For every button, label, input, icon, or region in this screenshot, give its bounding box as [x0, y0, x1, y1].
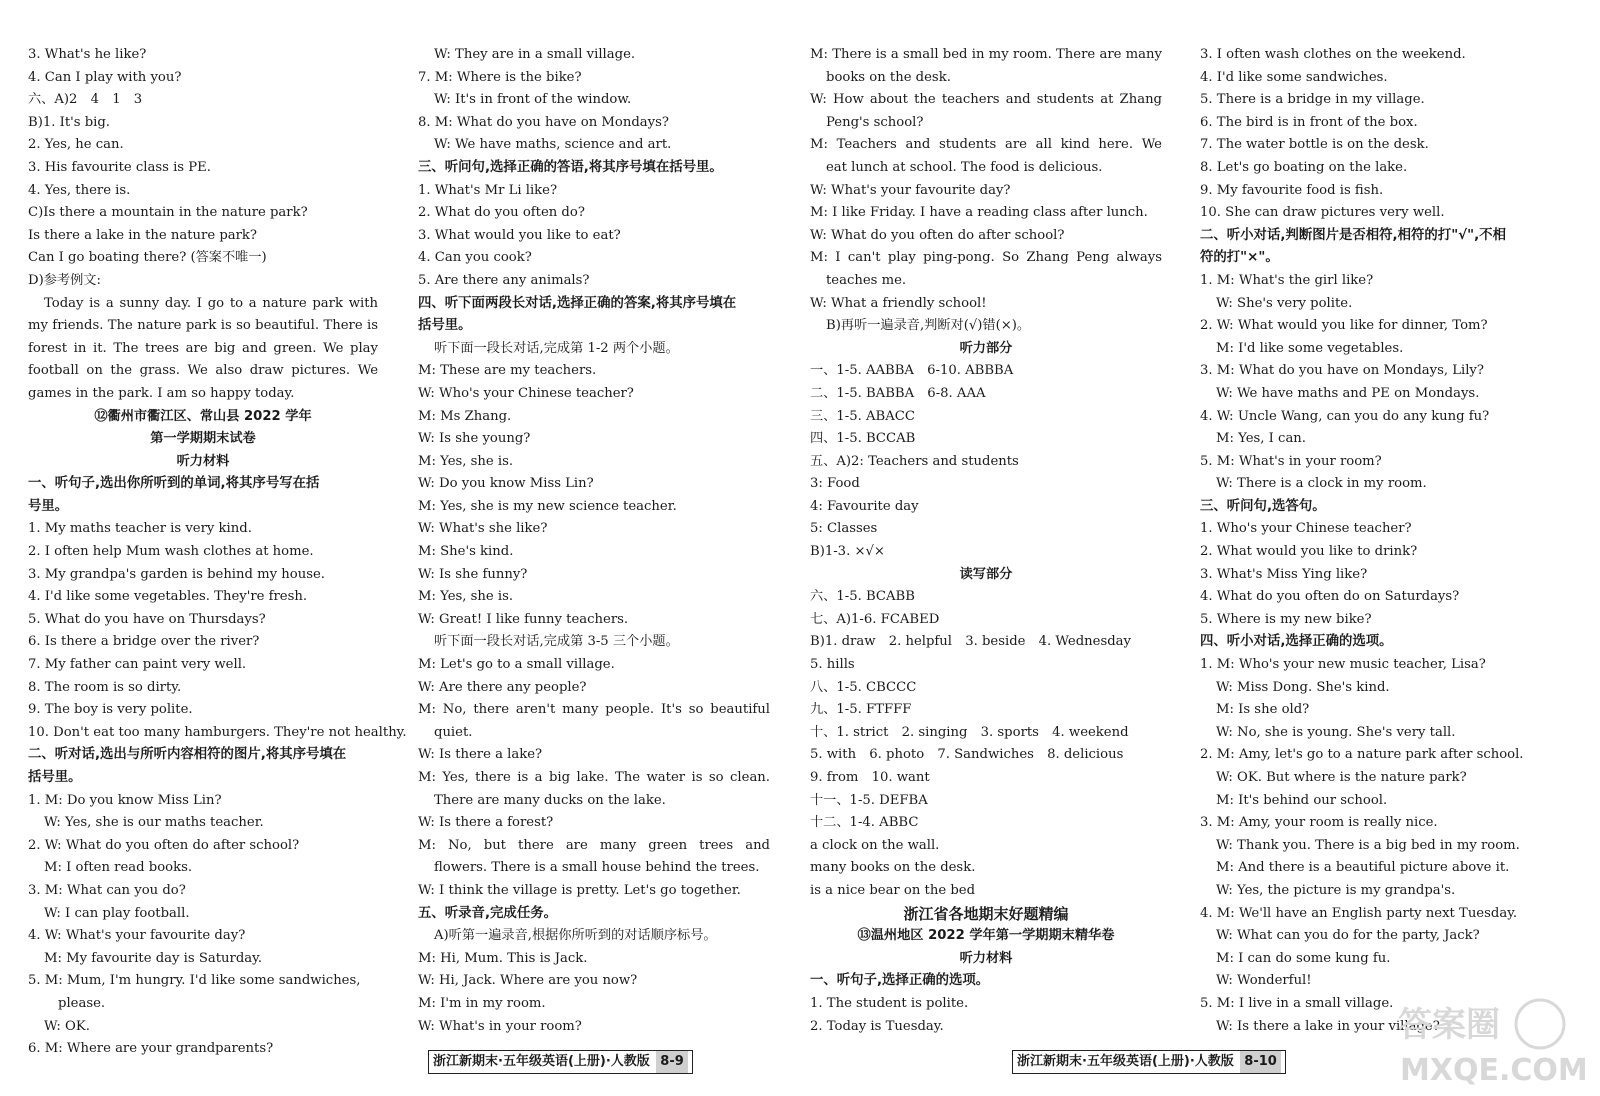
text-line: W: What do you often do after school? [810, 227, 1065, 243]
text-line: M: Yes, she is. [418, 453, 514, 469]
text-line: 1. M: What's the girl like? [1200, 272, 1374, 288]
text-line: 二、听对话,选出与所听内容相符的图片,将其序号填在 [28, 747, 347, 763]
column-4 [1200, 44, 1552, 1038]
text-line: M: She's kind. [418, 544, 514, 560]
text-line: games in the park. I am so happy today. [28, 385, 295, 401]
text-line: 4. W: What's your favourite day? [28, 928, 246, 944]
text-line: M: Ms Zhang. [418, 408, 512, 424]
text-line: 5. M: I live in a small village. [1200, 995, 1394, 1011]
text-line: Peng's school? [826, 114, 924, 130]
text-line: 4. Can I play with you? [28, 69, 182, 85]
watermark-logo [1390, 990, 1590, 1090]
text-line: 五、听录音,完成任务。 [418, 905, 557, 921]
text-line: W: Yes, the picture is my grandpa's. [1216, 882, 1456, 898]
text-line: B)1. It's big. [28, 114, 110, 130]
text-line: 2. W: What would you like for dinner, Tom? [1200, 318, 1488, 334]
text-line: 7. My father can paint very well. [28, 657, 247, 673]
text-line: M: No, there aren't many people. It's so beautiful [418, 702, 770, 718]
text-line: 8. The room is so dirty. [28, 679, 182, 695]
text-line: 听下面一段长对话,完成第 1-2 两个小题。 [434, 340, 679, 356]
text-line: 六、1-5. BCABB [810, 589, 915, 605]
text-line: M: I'd like some vegetables. [1216, 340, 1404, 356]
footer-title: 浙江新期末·五年级英语(上册)·人教版 [433, 1054, 650, 1069]
text-line: B)1. draw 2. helpful 3. beside 4. Wednesday [810, 634, 1131, 650]
text-line: W: Hi, Jack. Where are you now? [418, 973, 638, 989]
text-line: 7. The water bottle is on the desk. [1200, 137, 1429, 153]
text-line: 3. What's he like? [28, 47, 147, 62]
text-line: 4. Can you cook? [418, 250, 532, 266]
text-line: W: What a friendly school! [810, 295, 987, 311]
text-line: 2. M: Amy, let's go to a nature park after school. [1200, 747, 1524, 763]
text-line: D)参考例文: [28, 272, 101, 288]
text-line: 浙江省各地期末好题精编 [903, 904, 1069, 923]
text-line: 3: Food [810, 476, 860, 492]
text-line: 三、听问句,选择正确的答语,将其序号填在括号里。 [418, 159, 723, 175]
text-line: A)听第一遍录音,根据你所听到的对话顺序标号。 [434, 928, 717, 944]
text-line: 七、A)1-6. FCABED [810, 611, 940, 627]
text-line: C)Is there a mountain in the nature park? [28, 205, 308, 221]
text-line: 十、1. strict 2. singing 3. sports 4. weekend [810, 724, 1129, 740]
text-line: M: I like Friday. I have a reading class after lunch. [810, 205, 1148, 221]
watermark-cn: 答案圈 [1398, 1005, 1500, 1045]
text-line: 听力材料 [959, 950, 1013, 966]
text-line: W: Is she funny? [418, 566, 528, 582]
text-line: flowers. There is a small house behind the trees. [434, 860, 760, 876]
text-line: 4. Yes, there is. [28, 182, 131, 198]
text-line: 2. Today is Tuesday. [810, 1018, 944, 1034]
text-line: 读写部分 [959, 566, 1013, 582]
text-line: M: Let's go to a small village. [418, 657, 615, 673]
text-line: 2. What would you like to drink? [1200, 544, 1418, 560]
text-line: W: Who's your Chinese teacher? [418, 385, 634, 401]
text-line: M: Yes, there is a big lake. The water is so clean. [418, 770, 770, 785]
text-line: W: Is there a forest? [418, 815, 554, 831]
text-line: W: Is there a lake in your village? [1216, 1018, 1440, 1034]
text-line: 5. with 6. photo 7. Sandwiches 8. delicious [810, 747, 1124, 763]
text-line: W: No, she is young. She's very tall. [1216, 724, 1456, 740]
text-line: 1. My maths teacher is very kind. [28, 521, 252, 537]
text-line: W: She's very polite. [1216, 295, 1353, 311]
text-line: teaches me. [826, 272, 907, 288]
text-line: 二、听小对话,判断图片是否相符,相符的打"√",不相 [1200, 227, 1506, 243]
text-line: M: There is a small bed in my room. There are many [810, 47, 1162, 62]
text-line: 3. I often wash clothes on the weekend. [1200, 47, 1466, 62]
text-line: 4. M: We'll have an English party next Tuesday. [1200, 905, 1518, 921]
text-line: 5: Classes [810, 521, 878, 537]
text-line: 十一、1-5. DEFBA [810, 792, 928, 808]
text-line: W: We have maths, science and art. [434, 137, 672, 153]
text-line: 10. She can draw pictures very well. [1200, 205, 1445, 221]
text-line: 9. My favourite food is fish. [1200, 182, 1384, 198]
text-line: 3. M: What can you do? [28, 882, 186, 898]
text-line: M: I can do some kung fu. [1216, 950, 1391, 966]
text-line: books on the desk. [826, 69, 951, 85]
text-line: 四、1-5. BCCAB [810, 431, 916, 447]
text-line: my friends. The nature park is so beautiful. There is [28, 318, 378, 334]
text-line: 括号里。 [28, 770, 82, 785]
footer-right [1012, 1050, 1286, 1074]
text-line: 5. What do you have on Thursdays? [28, 611, 266, 627]
text-line: eat lunch at school. The food is delicious. [826, 159, 1103, 175]
text-line: 2. Yes, he can. [28, 137, 124, 153]
text-line: W: What's your favourite day? [810, 182, 1011, 198]
text-line: 三、听问句,选答句。 [1200, 498, 1326, 514]
text-line: 8. Let's go boating on the lake. [1200, 159, 1408, 175]
text-line: W: I can play football. [44, 905, 190, 921]
text-line: 5. There is a bridge in my village. [1200, 92, 1425, 108]
text-line: M: Yes, she is. [418, 589, 514, 605]
text-line: M: I'm in my room. [418, 995, 546, 1011]
text-line: Today is a sunny day. I go to a nature park with [44, 295, 378, 311]
text-line: 号里。 [28, 498, 69, 514]
text-line: 6. The bird is in front of the box. [1200, 114, 1418, 130]
text-line: 一、听句子,选择正确的选项。 [810, 973, 990, 989]
text-line: W: Are there any people? [418, 679, 587, 695]
text-line: M: My favourite day is Saturday. [44, 950, 263, 966]
text-line: 四、听下面两段长对话,选择正确的答案,将其序号填在 [418, 295, 737, 311]
text-line: 1. M: Who's your new music teacher, Lisa? [1200, 657, 1486, 673]
text-line: 2. W: What do you often do after school? [28, 837, 300, 853]
text-line: 八、1-5. CBCCC [810, 679, 917, 695]
text-line: 8. M: What do you have on Mondays? [418, 114, 669, 130]
text-line: W: There is a clock in my room. [1216, 476, 1427, 492]
text-line: forest in it. The trees are big and green. We play [28, 340, 378, 356]
text-line: a clock on the wall. [810, 837, 940, 853]
text-line: W: We have maths and PE on Mondays. [1216, 385, 1480, 401]
footer-title: 浙江新期末·五年级英语(上册)·人教版 [1017, 1054, 1234, 1069]
text-line: 3. My grandpa's garden is behind my house. [28, 566, 325, 582]
text-line: 听下面一段长对话,完成第 3-5 三个小题。 [434, 634, 679, 650]
text-line: M: Hi, Mum. This is Jack. [418, 950, 588, 966]
text-line: 5. Where is my new bike? [1200, 611, 1372, 627]
text-line: 符的打"×"。 [1200, 250, 1279, 266]
text-line: 四、听小对话,选择正确的选项。 [1200, 634, 1393, 650]
text-line: many books on the desk. [810, 860, 976, 876]
text-line: 括号里。 [418, 318, 472, 334]
text-line: Can I go boating there? (答案不唯一) [28, 250, 267, 266]
text-line: 3. M: Amy, your room is really nice. [1200, 815, 1438, 831]
text-line: 6. Is there a bridge over the river? [28, 634, 260, 650]
text-line: 三、1-5. ABACC [810, 408, 915, 424]
text-line: 十二、1-4. ABBC [810, 815, 919, 831]
text-line: is a nice bear on the bed [810, 882, 976, 898]
text-line: 听力部分 [959, 340, 1013, 356]
text-line: M: And there is a beautiful picture above it. [1216, 860, 1510, 876]
text-line: 4. I'd like some vegetables. They're fresh. [28, 589, 308, 605]
text-line: 4: Favourite day [810, 498, 919, 514]
text-line: M: Yes, I can. [1216, 431, 1306, 447]
text-line: W: Yes, she is our maths teacher. [44, 815, 264, 831]
text-line: W: Is she young? [418, 431, 531, 447]
text-line: M: These are my teachers. [418, 363, 597, 379]
watermark-en: MXQE.COM [1400, 1053, 1588, 1088]
text-line: There are many ducks on the lake. [434, 792, 666, 808]
text-line: M: I often read books. [44, 860, 193, 876]
text-line: 二、1-5. BABBA 6-8. AAA [810, 385, 986, 401]
text-line: 5. hills [810, 657, 855, 673]
text-line: 第一学期期末试卷 [150, 431, 256, 447]
page-number: 8-10 [1240, 1051, 1281, 1073]
text-line: 4. What do you often do on Saturdays? [1200, 589, 1460, 605]
text-line: W: Miss Dong. She's kind. [1216, 679, 1390, 695]
text-line: ⑬温州地区 2022 学年第一学期期末精华卷 [857, 928, 1115, 944]
column-1 [28, 44, 407, 1061]
text-line: M: No, but there are many green trees and [418, 837, 770, 853]
text-line: 一、1-5. AABBA 6-10. ABBBA [810, 363, 1014, 379]
text-line: 5. Are there any animals? [418, 272, 590, 288]
column-2 [418, 44, 770, 1038]
text-line: B)再听一遍录音,判断对(√)错(×)。 [826, 318, 1031, 334]
text-line: 1. Who's your Chinese teacher? [1200, 521, 1412, 537]
text-line: W: How about the teachers and students at Zhang [810, 92, 1162, 108]
text-line: 听力材料 [176, 453, 230, 469]
text-line: 3. What would you like to eat? [418, 227, 621, 243]
text-line: 4. I'd like some sandwiches. [1200, 69, 1388, 85]
text-line: 9. The boy is very polite. [28, 702, 193, 718]
text-line: quiet. [434, 724, 473, 740]
text-line: W: Thank you. There is a big bed in my room. [1216, 837, 1520, 853]
text-line: 六、A)2 4 1 3 [28, 92, 143, 108]
text-line: 九、1-5. FTFFF [810, 702, 912, 718]
text-line: 2. I often help Mum wash clothes at home. [28, 544, 314, 560]
page-number: 8-9 [656, 1051, 688, 1073]
text-line: Is there a lake in the nature park? [28, 227, 257, 243]
text-line: M: It's behind our school. [1216, 792, 1388, 808]
text-line: W: What can you do for the party, Jack? [1216, 928, 1480, 944]
text-line: 5. M: Mum, I'm hungry. I'd like some sandwiches, [28, 973, 361, 989]
text-line: 1. M: Do you know Miss Lin? [28, 792, 222, 808]
text-line: 1. The student is polite. [810, 995, 969, 1011]
text-line: W: Great! I like funny teachers. [418, 611, 629, 627]
text-line: 6. M: Where are your grandparents? [28, 1041, 274, 1057]
text-line: 一、听句子,选出你所听到的单词,将其序号写在括 [28, 476, 320, 492]
text-line: 2. What do you often do? [418, 205, 585, 221]
text-line: 3. What's Miss Ying like? [1200, 566, 1368, 582]
text-line: please. [58, 995, 106, 1011]
text-line: W: Is there a lake? [418, 747, 543, 763]
text-line: ⑫衢州市衢江区、常山县 2022 学年 [94, 408, 312, 424]
text-line: 3. M: What do you have on Mondays, Lily? [1200, 363, 1484, 379]
text-line: W: Wonderful! [1216, 973, 1312, 989]
text-line: 10. Don't eat too many hamburgers. They're not healthy. [28, 724, 407, 740]
text-line: 1. What's Mr Li like? [418, 182, 558, 198]
text-line: M: Yes, she is my new science teacher. [418, 498, 677, 514]
text-line: M: I can't play ping-pong. So Zhang Peng always [810, 250, 1162, 266]
text-line: W: It's in front of the window. [434, 92, 632, 108]
text-line: W: OK. [44, 1018, 90, 1034]
text-line: M: Teachers and students are all kind here. We [810, 137, 1162, 153]
text-line: W: Do you know Miss Lin? [418, 476, 594, 492]
text-line: 3. His favourite class is PE. [28, 159, 211, 175]
text-line: 5. M: What's in your room? [1200, 453, 1382, 469]
text-line: W: What's in your room? [418, 1018, 582, 1034]
text-line: B)1-3. ×√× [810, 544, 885, 560]
text-line: W: OK. But where is the nature park? [1216, 770, 1467, 785]
text-line: W: They are in a small village. [434, 47, 636, 62]
text-line: 五、A)2: Teachers and students [810, 453, 1019, 469]
text-line: 7. M: Where is the bike? [418, 69, 582, 85]
text-line: W: I think the village is pretty. Let's go together. [418, 882, 741, 898]
text-line: M: Is she old? [1216, 702, 1310, 718]
text-line: 9. from 10. want [810, 770, 930, 785]
footer-left [428, 1050, 693, 1074]
text-line: 4. W: Uncle Wang, can you do any kung fu? [1200, 408, 1490, 424]
column-3 [810, 44, 1162, 1038]
text-line: football on the grass. We also draw pictures. We [28, 363, 378, 379]
text-line: W: What's she like? [418, 521, 548, 537]
